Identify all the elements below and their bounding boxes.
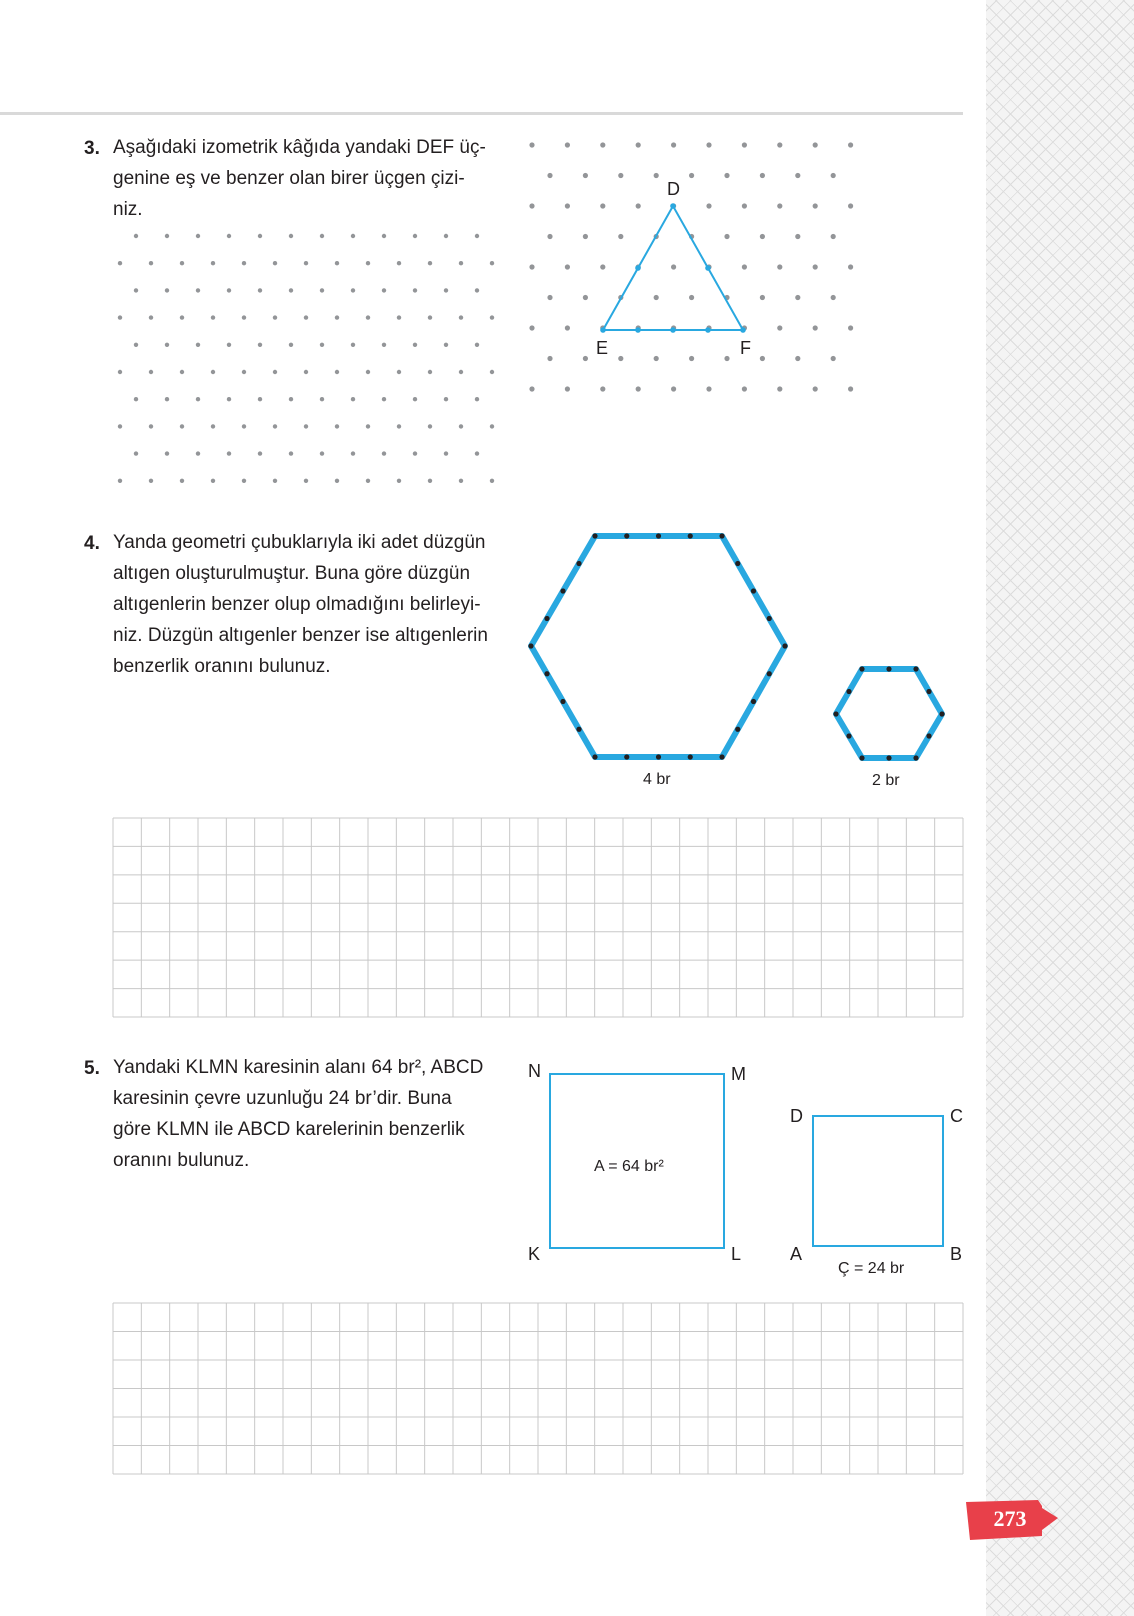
hexagon-joint: [846, 733, 851, 738]
iso-dot: [813, 325, 818, 330]
iso-dot: [724, 234, 729, 239]
triangle-vertex-dot: [635, 265, 641, 271]
question-5-number: 5.: [84, 1058, 100, 1079]
iso-dot: [289, 343, 293, 347]
iso-dot: [795, 356, 800, 361]
iso-dot: [565, 264, 570, 269]
iso-dot: [165, 397, 169, 401]
large-hexagon-joints: [528, 533, 787, 759]
iso-dot: [529, 264, 534, 269]
triangle-vertex-dot: [740, 327, 746, 333]
hexagon-joint: [560, 699, 565, 704]
iso-dot: [118, 479, 122, 483]
iso-dot: [180, 261, 184, 265]
iso-dot: [760, 173, 765, 178]
hexagon-joint: [886, 666, 891, 671]
iso-dot: [273, 424, 277, 428]
iso-dot: [813, 142, 818, 147]
iso-dot: [475, 343, 479, 347]
iso-dot: [397, 424, 401, 428]
iso-dot: [600, 264, 605, 269]
iso-dot: [529, 386, 534, 391]
iso-dot: [565, 142, 570, 147]
iso-dot: [196, 451, 200, 455]
question-4-text: [113, 527, 503, 682]
iso-dot: [382, 451, 386, 455]
question-4-line-4: niz. Düzgün altıgenler benzer ise altıgenlerin: [113, 625, 488, 646]
iso-dot: [273, 370, 277, 374]
iso-dot: [600, 203, 605, 208]
hexagon-joint: [656, 533, 661, 538]
triangle-vertex-dot: [670, 203, 676, 209]
iso-dot: [459, 479, 463, 483]
iso-dot: [211, 261, 215, 265]
iso-dot: [760, 234, 765, 239]
question-3-line-3: niz.: [113, 199, 143, 220]
question-4-line-1: Yanda geometri çubuklarıyla iki adet düzgün: [113, 532, 486, 553]
hexagon-joint: [735, 727, 740, 732]
question-4-line-5: benzerlik oranını bulunuz.: [113, 656, 331, 677]
iso-dot: [444, 397, 448, 401]
iso-dot: [289, 451, 293, 455]
iso-dot: [413, 234, 417, 238]
iso-dot: [242, 315, 246, 319]
iso-dot: [366, 261, 370, 265]
iso-dot: [795, 295, 800, 300]
label-m: M: [731, 1064, 746, 1084]
hexagon-joint: [544, 671, 549, 676]
iso-dot: [320, 343, 324, 347]
iso-dot: [475, 234, 479, 238]
iso-dot: [134, 288, 138, 292]
iso-dot: [724, 356, 729, 361]
iso-dot: [475, 451, 479, 455]
iso-dot: [242, 261, 246, 265]
answer-grid-1: [113, 818, 963, 1017]
iso-dot: [583, 173, 588, 178]
iso-dot: [428, 424, 432, 428]
iso-dot: [149, 261, 153, 265]
page-number: 273: [993, 1506, 1027, 1531]
hexagon-joint: [735, 561, 740, 566]
question-5-line-2: karesinin çevre uzunluğu 24 br’dir. Buna: [113, 1088, 452, 1109]
iso-dot: [180, 424, 184, 428]
iso-dot: [304, 315, 308, 319]
iso-dot: [618, 173, 623, 178]
iso-dot: [428, 370, 432, 374]
iso-dot: [742, 203, 747, 208]
iso-dot: [795, 234, 800, 239]
iso-dot: [459, 261, 463, 265]
iso-dot: [227, 343, 231, 347]
iso-dot: [831, 295, 836, 300]
iso-dot: [706, 203, 711, 208]
iso-dot: [654, 173, 659, 178]
hexagon-joint: [886, 755, 891, 760]
iso-dot: [671, 142, 676, 147]
iso-dot: [724, 173, 729, 178]
iso-dot: [180, 315, 184, 319]
perimeter-label: Ç = 24 br: [838, 1260, 905, 1277]
iso-dot: [413, 343, 417, 347]
iso-dot: [320, 451, 324, 455]
label-a: A: [790, 1244, 803, 1264]
square-abcd: [813, 1116, 943, 1246]
iso-dot: [490, 261, 494, 265]
hexagon-joint: [767, 616, 772, 621]
hexagon-joint: [767, 671, 772, 676]
answer-grid-2: [113, 1303, 963, 1474]
iso-dot: [413, 288, 417, 292]
iso-dot: [444, 451, 448, 455]
iso-dot: [351, 451, 355, 455]
label-n: N: [528, 1061, 541, 1081]
iso-dot: [547, 234, 552, 239]
iso-dot: [165, 288, 169, 292]
iso-dot: [600, 142, 605, 147]
iso-dot: [335, 370, 339, 374]
iso-dot: [529, 325, 534, 330]
iso-dot: [118, 261, 122, 265]
iso-dot: [565, 325, 570, 330]
hexagon-joint: [688, 533, 693, 538]
iso-dot: [149, 424, 153, 428]
iso-dot: [149, 315, 153, 319]
iso-dot: [428, 479, 432, 483]
iso-dot: [742, 264, 747, 269]
iso-dot: [459, 424, 463, 428]
iso-dot: [636, 142, 641, 147]
hexagon-joint: [592, 754, 597, 759]
iso-dot: [742, 142, 747, 147]
hexagon-joint: [656, 754, 661, 759]
small-hexagon-label: 2 br: [872, 772, 900, 789]
triangle-vertex-dot: [600, 327, 606, 333]
iso-dot: [382, 288, 386, 292]
iso-dot: [165, 234, 169, 238]
iso-dot: [671, 386, 676, 391]
small-hexagon: [836, 669, 942, 758]
iso-dot: [118, 315, 122, 319]
label-e: E: [596, 338, 609, 358]
triangle-vertex-dot: [635, 327, 641, 333]
iso-dot: [547, 295, 552, 300]
hexagon-joint: [926, 689, 931, 694]
iso-dot: [547, 173, 552, 178]
iso-dot: [777, 386, 782, 391]
isometric-dot-paper: [118, 234, 494, 483]
hexagon-joint: [859, 755, 864, 760]
iso-dot: [304, 261, 308, 265]
iso-dot: [689, 356, 694, 361]
iso-dot: [706, 386, 711, 391]
hexagon-joint: [624, 533, 629, 538]
hexagon-joint: [544, 616, 549, 621]
iso-dot: [258, 234, 262, 238]
triangle-vertex-dot: [670, 327, 676, 333]
iso-dot: [382, 343, 386, 347]
iso-dot: [258, 288, 262, 292]
iso-dot: [760, 356, 765, 361]
iso-dot: [258, 397, 262, 401]
question-5-line-1: Yandaki KLMN karesinin alanı 64 br², ABCD: [113, 1057, 484, 1078]
small-hexagon-joints: [833, 666, 944, 760]
iso-dot: [777, 203, 782, 208]
iso-dot: [565, 386, 570, 391]
iso-dot: [320, 397, 324, 401]
iso-dot: [304, 479, 308, 483]
iso-dot: [706, 142, 711, 147]
hexagon-joint: [624, 754, 629, 759]
iso-dot: [134, 397, 138, 401]
iso-dot: [583, 295, 588, 300]
iso-dot: [196, 288, 200, 292]
iso-dot: [848, 325, 853, 330]
iso-dot: [289, 288, 293, 292]
hexagon-joint: [719, 754, 724, 759]
iso-dot: [444, 234, 448, 238]
iso-dot: [196, 234, 200, 238]
hexagon-joint: [913, 666, 918, 671]
iso-dot: [366, 315, 370, 319]
iso-dot: [149, 479, 153, 483]
iso-dot: [227, 234, 231, 238]
iso-dot: [689, 295, 694, 300]
iso-dot: [134, 451, 138, 455]
hexagon-joint: [913, 755, 918, 760]
iso-dot: [335, 424, 339, 428]
iso-dot: [413, 451, 417, 455]
iso-dot: [320, 288, 324, 292]
hexagon-joint: [560, 588, 565, 593]
area-label: A = 64 br²: [594, 1158, 664, 1175]
iso-dot: [165, 343, 169, 347]
iso-dot: [777, 325, 782, 330]
iso-dot: [118, 370, 122, 374]
question-5-text: [113, 1052, 503, 1176]
hexagon-joint: [926, 733, 931, 738]
iso-dot: [831, 234, 836, 239]
iso-dot: [742, 386, 747, 391]
iso-dot: [813, 264, 818, 269]
iso-dot: [273, 315, 277, 319]
iso-dot: [227, 288, 231, 292]
iso-dot: [618, 234, 623, 239]
hexagon-joint: [719, 533, 724, 538]
iso-dot: [671, 264, 676, 269]
iso-dot: [351, 397, 355, 401]
iso-dot: [273, 261, 277, 265]
iso-dot: [428, 315, 432, 319]
iso-dot: [831, 173, 836, 178]
iso-dot: [351, 234, 355, 238]
iso-dot: [397, 370, 401, 374]
hexagon-joint: [576, 727, 581, 732]
hexagon-joint: [576, 561, 581, 566]
iso-dot: [654, 356, 659, 361]
iso-dot: [848, 203, 853, 208]
hexagon-joint: [528, 643, 533, 648]
question-4-number: 4.: [84, 533, 100, 554]
iso-dot: [848, 142, 853, 147]
label-c: C: [950, 1106, 963, 1126]
iso-dot: [211, 315, 215, 319]
iso-dot: [382, 234, 386, 238]
question-4-line-3: altıgenlerin benzer olup olmadığını belirleyi-: [113, 594, 481, 615]
iso-dot: [335, 479, 339, 483]
label-k: K: [528, 1244, 541, 1264]
iso-dot: [413, 397, 417, 401]
hexagon-joint: [688, 754, 693, 759]
triangle-vertex-dot: [705, 265, 711, 271]
iso-dot: [583, 234, 588, 239]
iso-dot: [529, 203, 534, 208]
iso-dot: [366, 479, 370, 483]
iso-dot: [636, 203, 641, 208]
hexagon-joint: [833, 711, 838, 716]
label-d-square: D: [790, 1106, 803, 1126]
iso-dot: [529, 142, 534, 147]
isometric-dot-paper-def: [529, 142, 853, 391]
iso-dot: [242, 370, 246, 374]
iso-dot: [397, 261, 401, 265]
iso-dot: [382, 397, 386, 401]
iso-dot: [351, 343, 355, 347]
iso-dot: [831, 356, 836, 361]
iso-dot: [428, 261, 432, 265]
iso-dot: [444, 288, 448, 292]
iso-dot: [618, 356, 623, 361]
iso-dot: [689, 173, 694, 178]
iso-dot: [242, 424, 246, 428]
iso-dot: [134, 234, 138, 238]
large-hexagon-label: 4 br: [643, 771, 671, 788]
hexagon-joint: [859, 666, 864, 671]
iso-dot: [760, 295, 765, 300]
hexagon-joint: [846, 689, 851, 694]
iso-dot: [196, 343, 200, 347]
iso-dot: [211, 370, 215, 374]
question-3-number: 3.: [84, 138, 100, 159]
iso-dot: [227, 397, 231, 401]
label-f: F: [740, 338, 751, 358]
iso-dot: [583, 356, 588, 361]
iso-dot: [795, 173, 800, 178]
iso-dot: [848, 264, 853, 269]
iso-dot: [165, 451, 169, 455]
iso-dot: [459, 370, 463, 374]
iso-dot: [490, 315, 494, 319]
iso-dot: [490, 479, 494, 483]
iso-dot: [227, 451, 231, 455]
iso-dot: [196, 397, 200, 401]
iso-dot: [777, 264, 782, 269]
iso-dot: [118, 424, 122, 428]
hexagon-joint: [751, 588, 756, 593]
iso-dot: [134, 343, 138, 347]
iso-dot: [813, 386, 818, 391]
iso-dot: [289, 397, 293, 401]
hexagon-joint: [751, 699, 756, 704]
question-3-line-2: genine eş ve benzer olan birer üçgen çizi-: [113, 168, 465, 189]
iso-dot: [848, 386, 853, 391]
iso-dot: [444, 343, 448, 347]
hexagon-joint: [939, 711, 944, 716]
iso-dot: [180, 370, 184, 374]
iso-dot: [654, 295, 659, 300]
iso-dot: [366, 370, 370, 374]
iso-dot: [304, 424, 308, 428]
triangle-vertex-dot: [705, 327, 711, 333]
label-b: B: [950, 1244, 963, 1264]
iso-dot: [366, 424, 370, 428]
iso-dot: [636, 386, 641, 391]
iso-dot: [335, 315, 339, 319]
label-d: D: [667, 179, 680, 199]
iso-dot: [180, 479, 184, 483]
iso-dot: [149, 370, 153, 374]
iso-dot: [211, 479, 215, 483]
label-l: L: [731, 1244, 742, 1264]
iso-dot: [547, 356, 552, 361]
question-5-line-4: oranını bulunuz.: [113, 1150, 250, 1171]
question-3-line-1: Aşağıdaki izometrik kâğıda yandaki DEF üç-: [113, 137, 486, 158]
iso-dot: [777, 142, 782, 147]
iso-dot: [813, 203, 818, 208]
iso-dot: [490, 424, 494, 428]
question-4-line-2: altıgen oluşturulmuştur. Buna göre düzgün: [113, 563, 471, 584]
iso-dot: [565, 203, 570, 208]
iso-dot: [475, 288, 479, 292]
hexagon-joint: [592, 533, 597, 538]
iso-dot: [320, 234, 324, 238]
iso-dot: [258, 343, 262, 347]
iso-dot: [397, 479, 401, 483]
iso-dot: [289, 234, 293, 238]
iso-dot: [242, 479, 246, 483]
hexagon-joint: [782, 643, 787, 648]
large-hexagon: [531, 536, 785, 757]
iso-dot: [351, 288, 355, 292]
iso-dot: [304, 370, 308, 374]
iso-dot: [397, 315, 401, 319]
iso-dot: [459, 315, 463, 319]
iso-dot: [211, 424, 215, 428]
iso-dot: [475, 397, 479, 401]
iso-dot: [600, 386, 605, 391]
iso-dot: [335, 261, 339, 265]
iso-dot: [258, 451, 262, 455]
iso-dot: [273, 479, 277, 483]
iso-dot: [490, 370, 494, 374]
question-5-line-3: göre KLMN ile ABCD karelerinin benzerlik: [113, 1119, 465, 1140]
